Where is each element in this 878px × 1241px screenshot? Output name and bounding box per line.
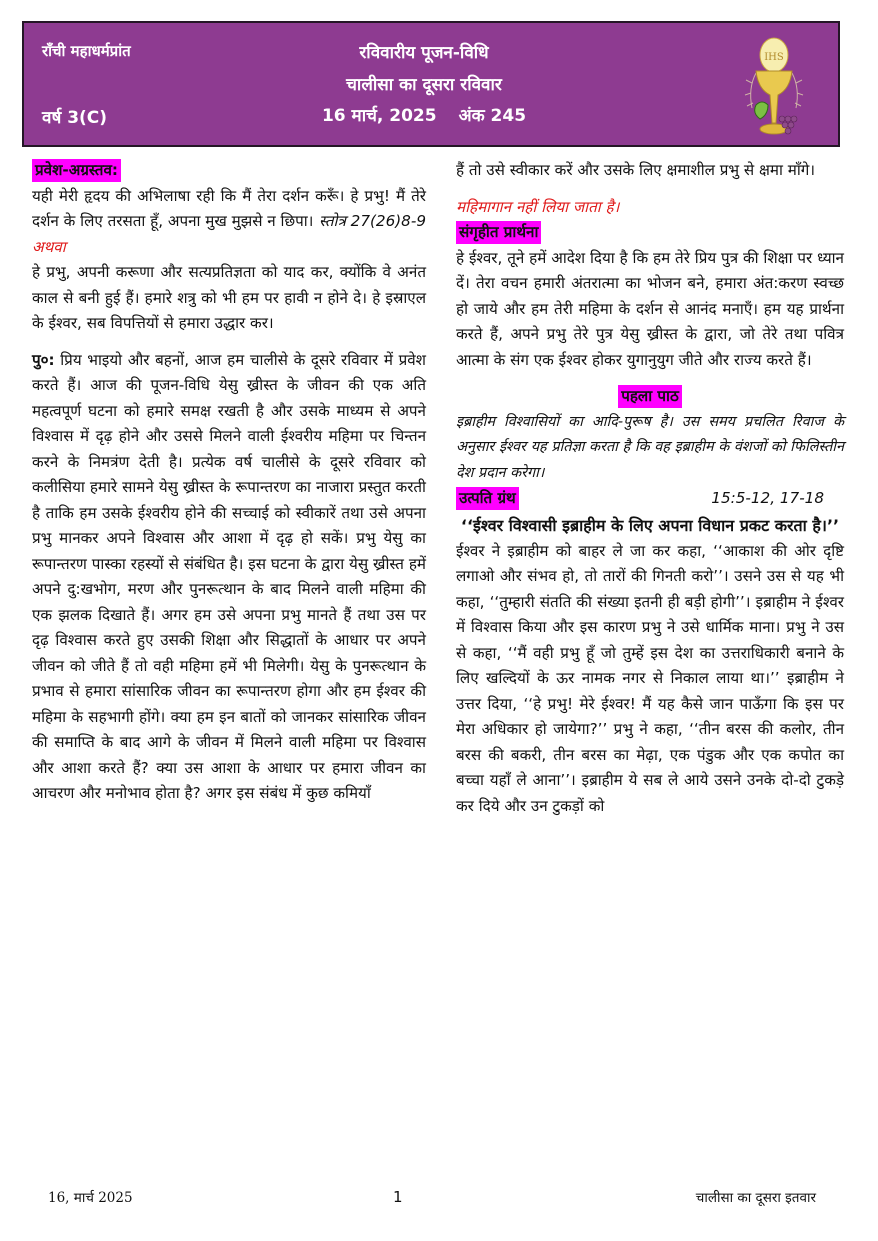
logo-ihs-text: IHS	[764, 52, 784, 63]
sunday-title: चालीसा का दूसरा रविवार	[346, 75, 502, 95]
issue-number: अंक 245	[458, 106, 527, 126]
collect-text: हे ईश्वर, तूने हमें आदेश दिया है कि हम तेरे प्रिय पुत्र की शिक्षा पर ध्यान दें। तेरा वचन हमारी अंतरात्मा का भोजन बने, हमारा अंत:करण स्वच्छ हो जाये और हम तेरी महिमा के दर्शन से आनंद मनाएँ। हम यह प्रार्थना करते हैं, अपने प्रभु तेरे पुत्र येसु ख्रीस्त के द्वारा, जो तेरे तथा पवित्र आत्मा के संग एक ईश्वर होकर युगानुयुग जीते और राज्य करते हैं।	[456, 248, 844, 369]
entrance-reference: स्तोत्र 27(26)8-9	[318, 212, 426, 230]
entrance-antiphon-body: यही मेरी हृदय की अभिलाषा रही कि मैं तेरा दर्शन करूँ। हे प्रभु! मैं तेरे दर्शन के लिए तरसता हूँ, अपना मुख मुझसे न छिपा।	[32, 186, 426, 230]
first-reading-text: ईश्वर ने इब्राहीम को बाहर ले जा कर कहा, ‘‘आकाश की ओर दृष्टि लगाओ और संभव हो, तो तारों की गिनती करो’’। उसने उस से यह भी कहा, ‘‘तुम्हारी संतति की संख्या इतनी ही बड़ी होगी’’। इब्राहीम ने ईश्वर में विश्वास किया और इस कारण प्रभु ने उसे धार्मिक माना। प्रभु ने उस से कहा, ‘‘मैं वही प्रभु हूँ जो तुम्हें इस देश का उत्तराधिकारी बनाने के लिए खल्दियों के ऊर नामक नगर से निकाल लाया था।’’ इब्राहीम ने उत्तर दिया, ‘‘हे प्रभु! मेरे ईश्वर! मैं यह कैसे जान पाऊँगा कि इस पर मेरा अधिकार हो जायेगा?’’ प्रभु ने कहा, ‘‘तीन बरस की कलोर, तीन बरस की बकरी, तीन बरस का मेढ़ा, एक पंडुक और एक कपोत का बच्चा यहाँ ले आना’’। इब्राहीम ये सब ले आये उसने उनके दो-दो टुकड़े कर दिये और उन टुकड़ों को	[456, 541, 844, 815]
reading-source-row	[456, 486, 844, 512]
reading-book: उत्पति ग्रंथ	[456, 487, 519, 510]
priest-intro-text: प्रिय भाइयो और बहनों, आज हम चालीसे के दूसरे रविवार में प्रवेश करते हैं। आज की पूजन-विधि येसु ख्रीस्त के जीवन की एक अति महत्वपूर्ण घटना को हमारे समक्ष रखती है और उसके माध्यम से अपने विश्वास में दृढ़ होने और उससे मिलने वाली ईश्वरीय महिमा पर चिन्तन करने के निमत्रंण देती है। प्रत्येक वर्ष चालीसे के दूसरे रविवार को कलीसिया हमारे सामने येसु ख्रीस्त के रूपान्तरण का नाजारा प्रस्तुत करती है ताकि हम उसके ईश्वरीय होने की सच्चाई को स्वीकारें तथा उसे अपना प्रभु मानकर अपने विश्वास और आशा में दृढ़ हो सकें। प्रभु येसु का रूपान्तरण पास्का रहस्यों से संबंधित है। इस घटना के द्वारा येसु ख्रीस्त हमें अपने दु:खभोग, मरण और पुनरूत्थान के बाद मिलने वाली महिमा की एक झलक दिखाते हैं। अगर हम उसे अपना प्रभु मानते हैं तथा उस पर दृढ़ विश्वास करते हुए उसकी शिक्षा और सिद्धातों के आधार पर अपने जीवन को जीते हैं तो वही महिमा हमें भी मिलेगी। येसु के पुनरूत्थान के प्रभाव से हमारा सांसारिक जीवन का रूपान्तरण होगा और हम ईश्वर की महिमा के सहभागी होंगे। क्या हम इन बातों को जानकर सांसारिक जीवन की समाप्ति के बाद आगे के जीवन में मिलने वाली महिमा पर विश्वास और आशा करते हैं? क्या उस आशा के आधार पर हमारा जीवन का आचरण और मनोभाव होता है? अगर इस संबंध में कुछ कमियाँ	[32, 350, 426, 802]
collect-heading: संगृहीत प्रार्थना	[456, 221, 541, 244]
reading-reference: 15:5-12, 17-18	[711, 489, 824, 507]
priest-intro-continuation: हैं तो उसे स्वीकार करें और उसके लिए क्षमाशील प्रभु से क्षमा माँगे।	[456, 161, 816, 179]
right-column	[456, 158, 844, 819]
entrance-antiphon-heading: प्रवेश-अग्रस्तव:	[32, 159, 121, 182]
date-issue	[274, 103, 574, 126]
priest-label: पु०:	[32, 350, 55, 369]
diocese-name: राँची महाधर्मप्रांत	[42, 42, 131, 60]
footer-date: 16, मार्च 2025	[48, 1190, 133, 1206]
header-banner	[22, 21, 840, 147]
left-column	[32, 158, 426, 807]
gloria-note: महिमागान नहीं लिया जाता है।	[456, 197, 620, 216]
reading-title-quote: ‘‘ईश्वर विश्वासी इब्राहीम के लिए अपना विधान प्रकट करता है।’’	[460, 515, 840, 535]
first-reading-intro: इब्राहीम विश्वासियों का आदि-पुरूष है। उस समय प्रचलित रिवाज के अनुसार ईश्वर यह प्रतिज्ञा करता है कि वह इब्राहीम के वंशजों को फिलिस्तीन देश प्रदान करेगा।	[456, 413, 844, 481]
entrance-antiphon-text	[32, 184, 426, 235]
page-number: 1	[393, 1188, 403, 1206]
bulletin-title: रविवारीय पूजन-विधि	[359, 43, 489, 63]
year-cycle: वर्ष 3(C)	[42, 108, 108, 128]
chalice-logo-icon	[742, 33, 806, 143]
entrance-alt-text: हे प्रभु, अपनी करूणा और सत्यप्रतिज्ञता को याद कर, क्योंकि वे अनंत काल से बनी हुई हैं। हमारे शत्रु को भी हम पर हावी न होने दे। हे इस्राएल के ईश्वर, सब विपत्तियों से हमारा उद्धार कर।	[32, 263, 426, 332]
first-reading-heading: पहला पाठ	[618, 385, 682, 408]
footer-title: चालीसा का दूसरा इतवार	[695, 1190, 816, 1206]
header-date: 16 मार्च, 2025	[321, 106, 437, 126]
priest-intro	[32, 348, 426, 807]
or-label: अथवा	[32, 237, 66, 256]
